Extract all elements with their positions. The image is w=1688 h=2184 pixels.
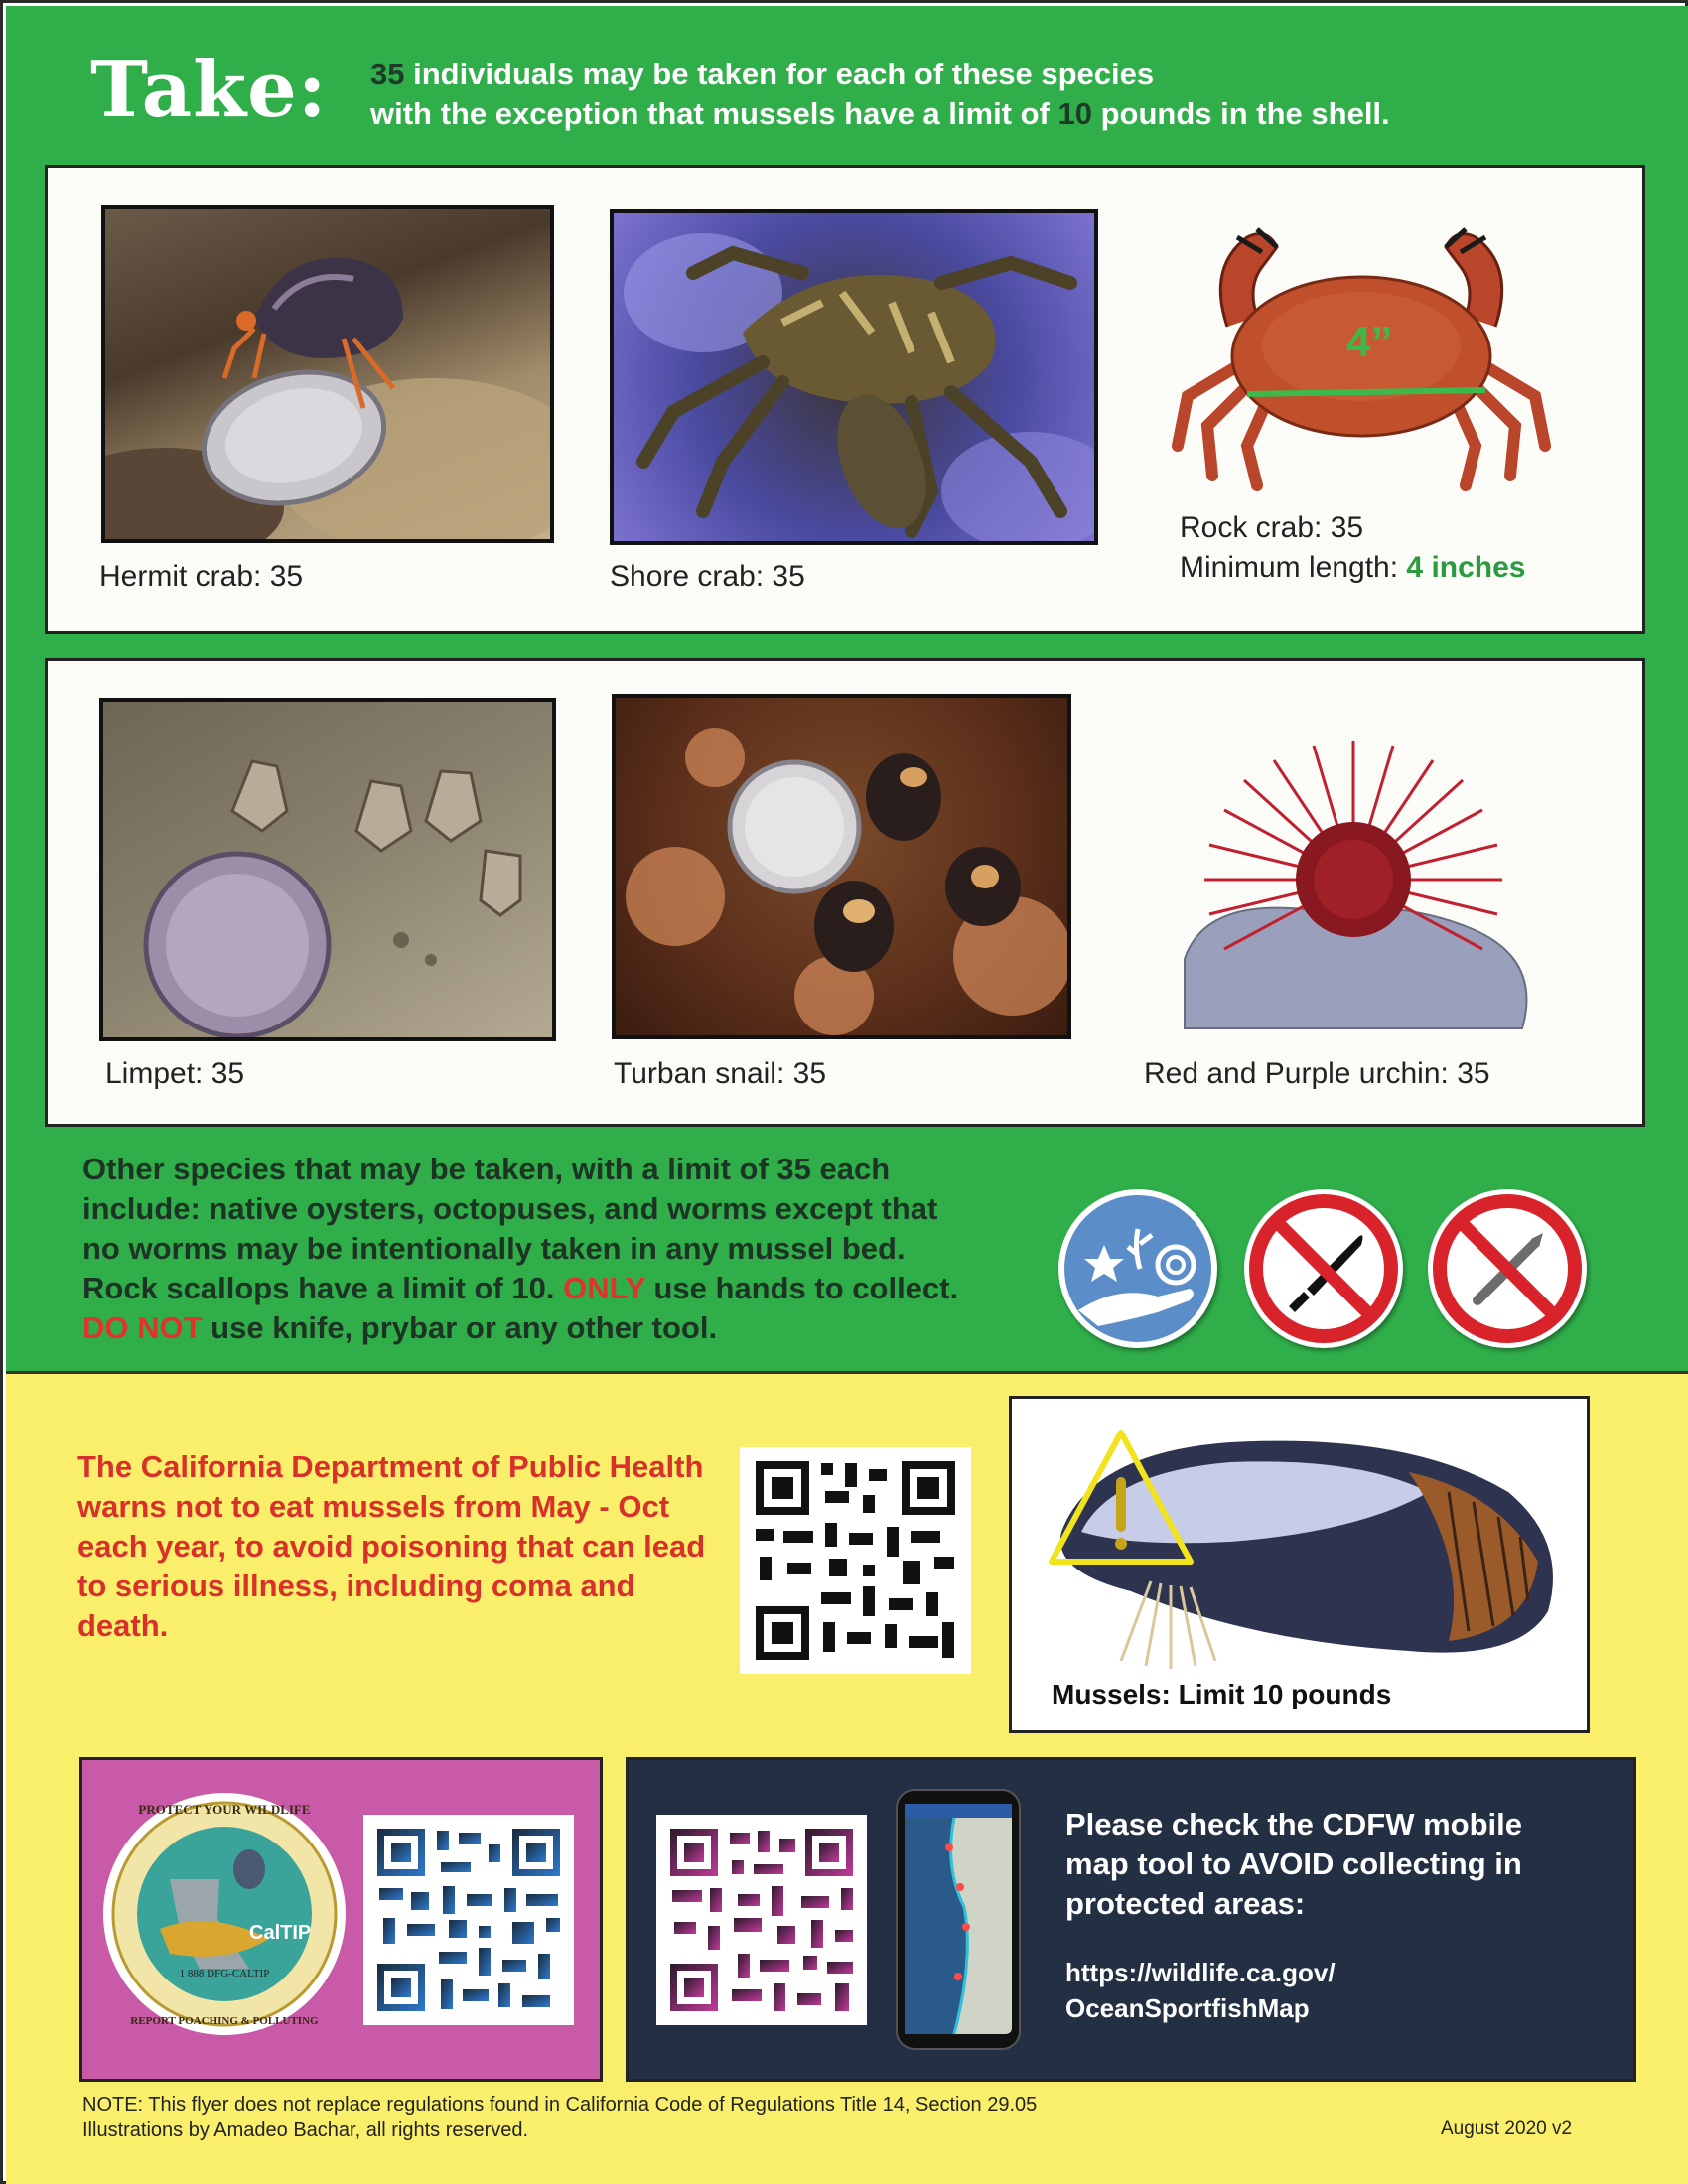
regulations-note: NOTE: This flyer does not replace regulations found in California Code of Regulations Title 14, Section 29.05 Illustrations by Amadeo Bachar, all rights reserved. (82, 2094, 1038, 2141)
limpet-photo (99, 698, 556, 1041)
caltip-brand-text: CalTIP (249, 1922, 312, 1944)
caltip-phone: 1 888 DFG-CALTIP (179, 1968, 270, 1979)
turban-snail-label: Turban snail: 35 (614, 1057, 827, 1090)
mussel-panel (1009, 1396, 1590, 1733)
no-knife-icon (1244, 1189, 1403, 1348)
other-species-text: Other species that may be taken, with a limit of 35 each include: native oysters, octopuses, and worms except that no worms may be intentionally taken in any mussel bed. Rock scallops have a limit of 10. ONLY use hands to collect. DO NOT use knife, prybar or any other tool. (82, 1152, 959, 1345)
species-panel-crabs (45, 165, 1645, 634)
take-description: 35 individuals may be taken for each of these species with the exception that mussels have a limit of 10 pounds in the shell. (370, 57, 1390, 131)
shore-crab-photo (610, 209, 1098, 545)
limpet-image (103, 702, 552, 1037)
urchin-label: Red and Purple urchin: 35 (1144, 1057, 1490, 1090)
map-tool-panel (626, 1757, 1636, 2082)
limpet-label: Limpet: 35 (105, 1057, 245, 1090)
rock-crab-measure: 4” (1346, 318, 1393, 366)
shore-crab-label: Shore crab: 35 (610, 560, 805, 593)
turban-snail-photo (612, 694, 1071, 1039)
no-prybar-icon (1428, 1189, 1587, 1348)
hermit-crab-photo (101, 205, 554, 543)
map-tool-qr-code[interactable] (656, 1815, 867, 2025)
rock-crab-label: Rock crab: 35 Minimum length: 4 inches (1180, 511, 1526, 584)
take-count: 35 (370, 57, 405, 91)
only-emphasis: ONLY (563, 1271, 645, 1305)
take-heading: Take: (90, 45, 328, 135)
shore-crab-image (614, 213, 1094, 541)
caltip-ring-bottom: REPORT POACHING & POLLUTING (130, 2015, 319, 2027)
hand-collect-icon (1058, 1189, 1217, 1348)
phone-map-screenshot (895, 1788, 1022, 2051)
species-panel-shells (45, 658, 1645, 1127)
hermit-crab-image (105, 209, 550, 539)
mussel-health-warning: The California Department of Public Health warns not to eat mussels from May - Oct each year, to avoid poisoning that can lead to serious illness, including coma and death. (77, 1449, 706, 1643)
caltip-qr-code[interactable] (363, 1815, 574, 2025)
do-not-emphasis: DO NOT (82, 1310, 203, 1345)
hermit-crab-label: Hermit crab: 35 (99, 560, 304, 593)
caltip-ring-top: PROTECT YOUR WILDLIFE (138, 1802, 311, 1817)
version-label: August 2020 v2 (1441, 2118, 1573, 2139)
caltip-panel (79, 1757, 603, 2082)
rock-crab-illustration (1168, 207, 1555, 495)
turban-snail-image (616, 698, 1067, 1035)
mussel-limit: 10 (1057, 96, 1092, 131)
map-tool-url[interactable]: https://wildlife.ca.gov/ OceanSportfishMap (1065, 1958, 1336, 2023)
mussel-illustration (1032, 1413, 1573, 1681)
map-tool-instructions: Please check the CDFW mobile map tool to AVOID collecting in protected areas: (1065, 1807, 1522, 1921)
mussels-limit-label: Mussels: Limit 10 pounds (1052, 1679, 1392, 1709)
caltip-logo (100, 1790, 349, 2038)
urchin-illustration (1145, 701, 1582, 1048)
rock-crab-min-length: 4 inches (1406, 551, 1526, 584)
health-warning-qr-code[interactable] (740, 1447, 971, 1674)
